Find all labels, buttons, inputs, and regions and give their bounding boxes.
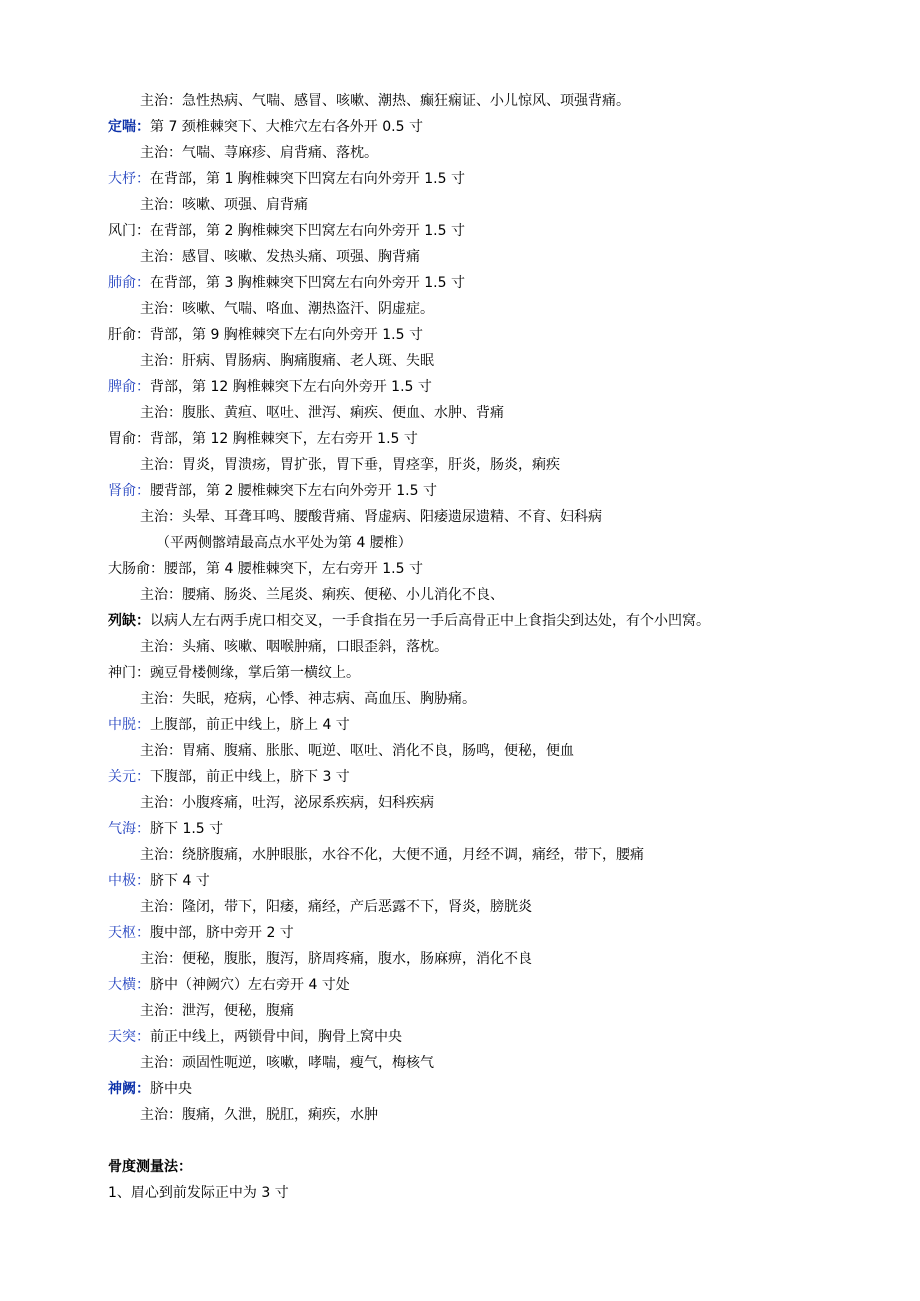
acupoint-entry: 中脱：上腹部，前正中线上，脐上 4 寸 xyxy=(108,717,350,733)
acupoint-entry: 脾俞：背部，第 12 胸椎棘突下左右向外旁开 1.5 寸 xyxy=(108,379,432,395)
acupoint-entry: 中极：脐下 4 寸 xyxy=(108,873,210,889)
acupoint-name: 大杼： xyxy=(108,171,150,187)
acupoint-entry: 风门：在背部，第 2 胸椎棘突下凹窝左右向外旁开 1.5 寸 xyxy=(108,223,465,239)
indication-line: 主治：失眠，疮病，心悸、神志病、高血压、胸胁痛。 xyxy=(140,691,476,707)
indication-line: 主治：气喘、荨麻疹、肩背痛、落枕。 xyxy=(140,145,378,161)
acupoint-entry: 肝俞：背部，第 9 胸椎棘突下左右向外旁开 1.5 寸 xyxy=(108,327,423,343)
acupoint-entry: 气海：脐下 1.5 寸 xyxy=(108,821,224,837)
acupoint-name: 列缺： xyxy=(108,613,150,629)
acupoint-name: 天突： xyxy=(108,1029,150,1045)
acupoint-name: 气海： xyxy=(108,821,150,837)
indication-line: 主治：便秘，腹胀，腹泻，脐周疼痛，腹水，肠麻痹，消化不良 xyxy=(140,951,532,967)
acupoint-name: 定喘： xyxy=(108,119,150,135)
acupoint-name: 胃俞： xyxy=(108,431,150,447)
acupoint-name: 中脱： xyxy=(108,717,150,733)
acupoint-name: 大横： xyxy=(108,977,150,993)
indication-line: 主治：感冒、咳嗽、发热头痛、项强、胸背痛 xyxy=(140,249,420,265)
acupoint-entry: 神门：豌豆骨楼侧缘，掌后第一横纹上。 xyxy=(108,665,360,681)
acupoint-name: 风门： xyxy=(108,223,150,239)
indication-line: 主治：胃炎，胃溃疡，胃扩张，胃下垂，胃痉挛，肝炎，肠炎，痢疾 xyxy=(140,457,560,473)
indication-line: 主治：腰痛、肠炎、兰尾炎、痢疾、便秘、小儿消化不良、 xyxy=(140,587,504,603)
indication-line: 主治：胃痛、腹痛、胀胀、呃逆、呕吐、消化不良，肠鸣，便秘，便血 xyxy=(140,743,574,759)
acupoint-entry: 大肠俞：腰部，第 4 腰椎棘突下，左右旁开 1.5 寸 xyxy=(108,561,423,577)
acupoint-entry: 关元：下腹部，前正中线上，脐下 3 寸 xyxy=(108,769,350,785)
acupoint-name: 大肠俞： xyxy=(108,561,164,577)
acupoint-name: 神阙： xyxy=(108,1081,150,1097)
acupoint-entry: 天突：前正中线上，两锁骨中间，胸骨上窝中央 xyxy=(108,1029,402,1045)
acupoint-entry: 大横：脐中（神阙穴）左右旁开 4 寸处 xyxy=(108,977,350,993)
indication-line: 主治：隆闭，带下，阳痿，痛经，产后恶露不下，肾炎，膀胱炎 xyxy=(140,899,532,915)
acupoint-entry: 神阙：脐中央 xyxy=(108,1081,192,1097)
indication-line: 主治：急性热病、气喘、感冒、咳嗽、潮热、癫狂痫证、小儿惊风、项强背痛。 xyxy=(140,93,630,109)
acupoint-entry: 胃俞：背部，第 12 胸椎棘突下，左右旁开 1.5 寸 xyxy=(108,431,418,447)
indication-line: 主治：咳嗽、项强、肩背痛 xyxy=(140,197,308,213)
acupoint-name: 肾俞： xyxy=(108,483,150,499)
section-list-item: 1、眉心到前发际正中为 3 寸 xyxy=(108,1185,289,1201)
indication-line: 主治：泄泻，便秘，腹痛 xyxy=(140,1003,294,1019)
indication-line: 主治：绕脐腹痛，水肿眼胀，水谷不化，大便不通，月经不调，痛经，带下，腰痛 xyxy=(140,847,644,863)
indication-line: 主治：顽固性呃逆，咳嗽，哮喘，瘦气，梅核气 xyxy=(140,1055,434,1071)
acupoint-entry: 定喘：第 7 颈椎棘突下、大椎穴左右各外开 0.5 寸 xyxy=(108,119,423,135)
indication-line: 主治：肝病、胃肠病、胸痛腹痛、老人斑、失眠 xyxy=(140,353,434,369)
indication-line: 主治：小腹疼痛，吐泻，泌尿系疾病，妇科疾病 xyxy=(140,795,434,811)
acupoint-name: 脾俞： xyxy=(108,379,150,395)
indication-line: 主治：头晕、耳聋耳鸣、腰酸背痛、肾虚病、阳痿遗尿遗精、不育、妇科病 xyxy=(140,509,602,525)
indication-line: 主治：头痛、咳嗽、咽喉肿痛，口眼歪斜，落枕。 xyxy=(140,639,448,655)
acupoint-name: 肝俞： xyxy=(108,327,150,343)
acupoint-name: 关元： xyxy=(108,769,150,785)
acupoint-entry: 肾俞：腰背部，第 2 腰椎棘突下左右向外旁开 1.5 寸 xyxy=(108,483,437,499)
acupoint-name: 肺俞： xyxy=(108,275,150,291)
acupoint-entry: 天枢：腹中部，脐中旁开 2 寸 xyxy=(108,925,294,941)
note-line: （平两侧髂靖最高点水平处为第 4 腰椎） xyxy=(156,535,412,551)
acupoint-entry: 大杼：在背部，第 1 胸椎棘突下凹窝左右向外旁开 1.5 寸 xyxy=(108,171,465,187)
indication-line: 主治：腹痛，久泄，脱肛，痢疾，水肿 xyxy=(140,1107,378,1123)
acupoint-name: 天枢： xyxy=(108,925,150,941)
acupoint-name: 神门： xyxy=(108,665,150,681)
section-heading: 骨度测量法： xyxy=(108,1159,192,1175)
acupoint-entry: 肺俞：在背部，第 3 胸椎棘突下凹窝左右向外旁开 1.5 寸 xyxy=(108,275,465,291)
indication-line: 主治：腹胀、黄疸、呕吐、泄泻、痢疾、便血、水肿、背痛 xyxy=(140,405,504,421)
acupoint-name: 中极： xyxy=(108,873,150,889)
acupoint-entry: 列缺：以病人左右两手虎口相交叉，一手食指在另一手后高骨正中上食指尖到达处，有个小凹窝。 xyxy=(108,613,710,629)
indication-line: 主治：咳嗽、气喘、咯血、潮热盗汗、阴虚症。 xyxy=(140,301,434,317)
